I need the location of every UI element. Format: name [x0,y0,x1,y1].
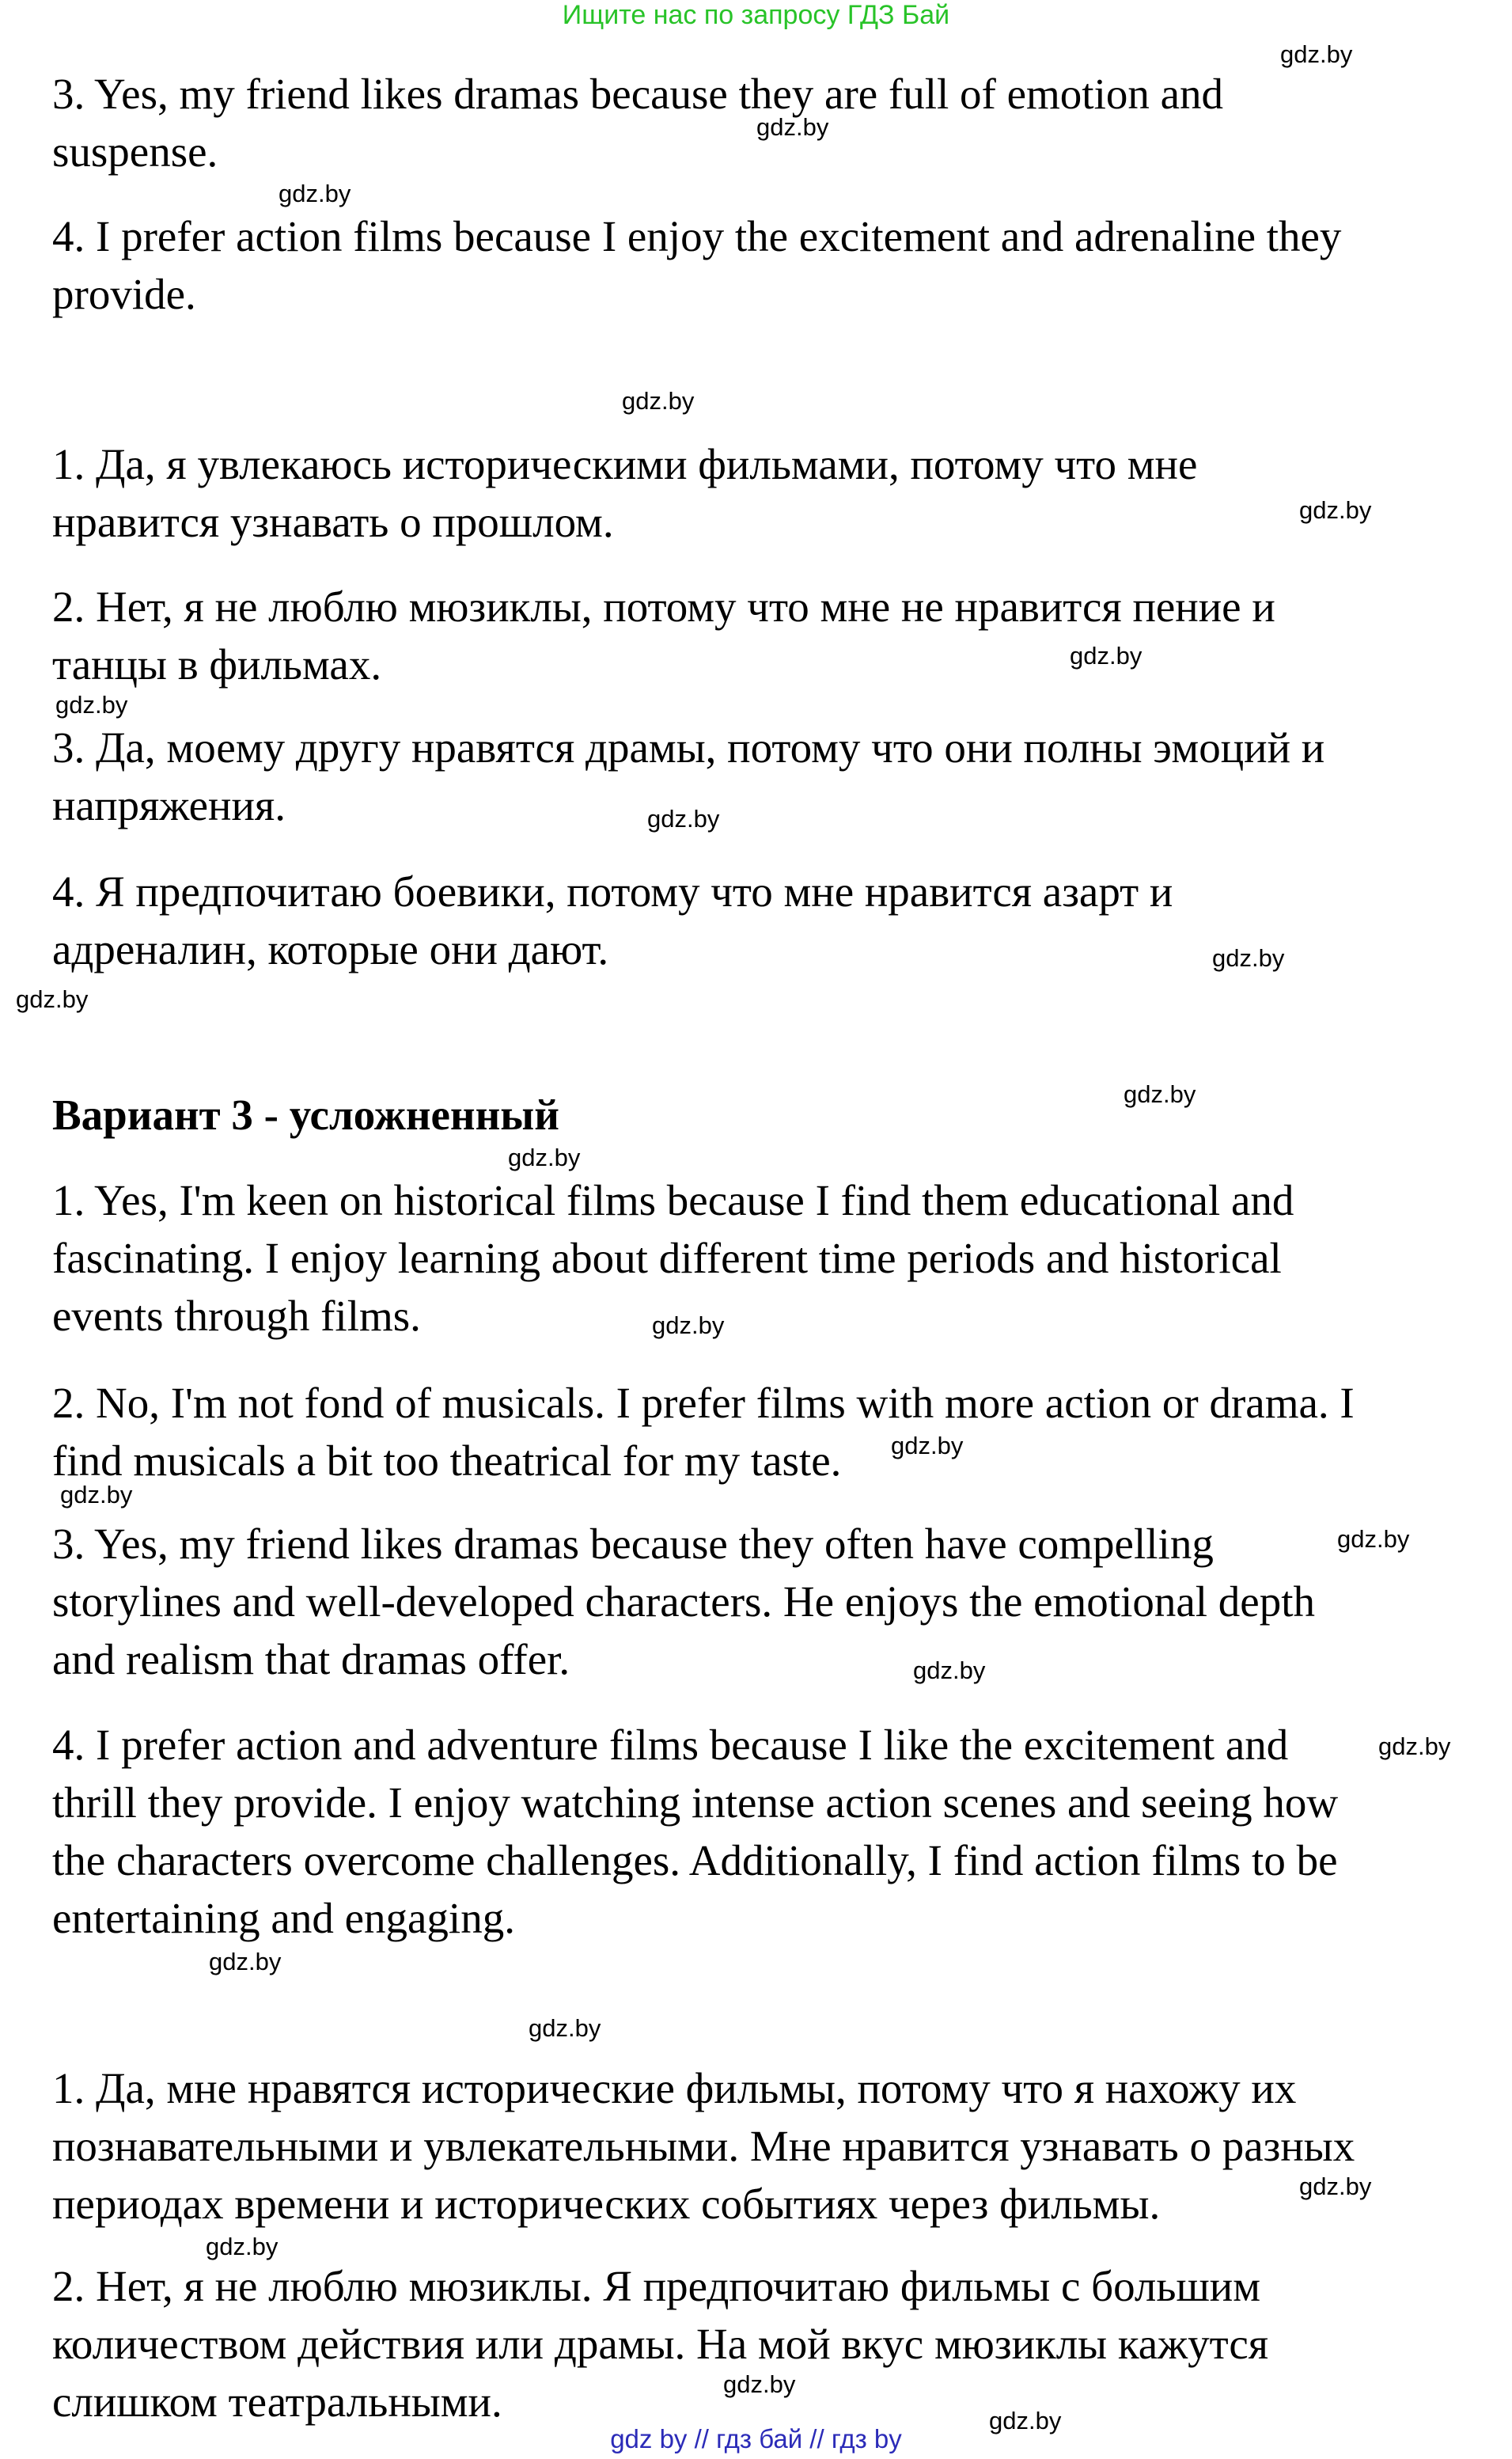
footer-links[interactable]: gdz by // гдз бай // гдз by [610,2424,902,2453]
watermark: gdz.by [647,805,720,833]
variant3-ru-2: 2. Нет, я не люблю мюзиклы. Я предпочитаю фильмы с большим количеством действия или драмы. На мой вкус мюзиклы кажутся слишком театральными. [52,2262,1269,2426]
search-banner[interactable]: Ищите нас по запросу ГДЗ Бай [562,0,950,30]
variant-3-heading: Вариант 3 - усложненный [52,1091,559,1139]
watermark: gdz.by [508,1144,581,1171]
answer-ru-2: 2. Нет, я не люблю мюзиклы, потому что мне не нравится пение и танцы в фильмах. [52,582,1275,689]
variant3-ru-1: 1. Да, мне нравятся исторические фильмы, потому что я нахожу их познавательными и увлекательными. Мне нравится узнавать о разных периодах времени и исторических событиях через фильмы. [52,2064,1355,2228]
watermark: gdz.by [756,113,829,141]
watermark: gdz.by [1212,944,1285,972]
watermark: gdz.by [1124,1080,1196,1108]
variant3-en-4: 4. I prefer action and adventure films because I like the excitement and thrill they provide. I enjoy watching intense action scenes and seeing how the characters overcome challenges. Additionally, I find action films to be entertaining and engaging. [52,1721,1339,1942]
watermark: gdz.by [529,2014,601,2042]
watermark: gdz.by [209,1948,282,1975]
variant3-en-1: 1. Yes, I'm keen on historical films because I find them educational and fascinating. I enjoy learning about different time periods and historical events through films. [52,1176,1294,1340]
watermark: gdz.by [1378,1732,1451,1760]
watermark: gdz.by [206,2233,279,2260]
watermark: gdz.by [1280,40,1353,68]
answer-ru-1: 1. Да, я увлекаюсь историческими фильмами, потому что мне нравится узнавать о прошлом. [52,440,1198,546]
watermark: gdz.by [16,985,89,1013]
watermark: gdz.by [622,387,695,415]
watermark: gdz.by [279,180,351,207]
watermark: gdz.by [1299,2172,1372,2200]
watermark: gdz.by [723,2370,796,2398]
watermark: gdz.by [1070,642,1143,670]
answer-en-3: 3. Yes, my friend likes dramas because they are full of emotion and suspense. [52,70,1224,176]
watermark: gdz.by [60,1481,133,1508]
answer-en-4: 4. I prefer action films because I enjoy the excitement and adrenaline they provide. [52,212,1342,318]
watermark: gdz.by [1337,1525,1410,1553]
watermark: gdz.by [652,1311,725,1339]
answer-ru-3: 3. Да, моему другу нравятся драмы, потому что они полны эмоций и напряжения. [52,723,1325,829]
watermark: gdz.by [989,2407,1062,2434]
watermark: gdz.by [55,691,128,719]
watermark: gdz.by [1299,496,1372,524]
answer-ru-4: 4. Я предпочитаю боевики, потому что мне нравится азарт и адреналин, которые они дают. [52,867,1173,973]
watermark: gdz.by [891,1432,964,1459]
watermark: gdz.by [913,1656,986,1684]
variant3-en-3: 3. Yes, my friend likes dramas because they often have compelling storylines and well-developed characters. He enjoys the emotional depth and realism that dramas offer. [52,1520,1315,1683]
variant3-en-2: 2. No, I'm not fond of musicals. I prefer films with more action or drama. I find musicals a bit too theatrical for my taste. [52,1379,1355,1485]
